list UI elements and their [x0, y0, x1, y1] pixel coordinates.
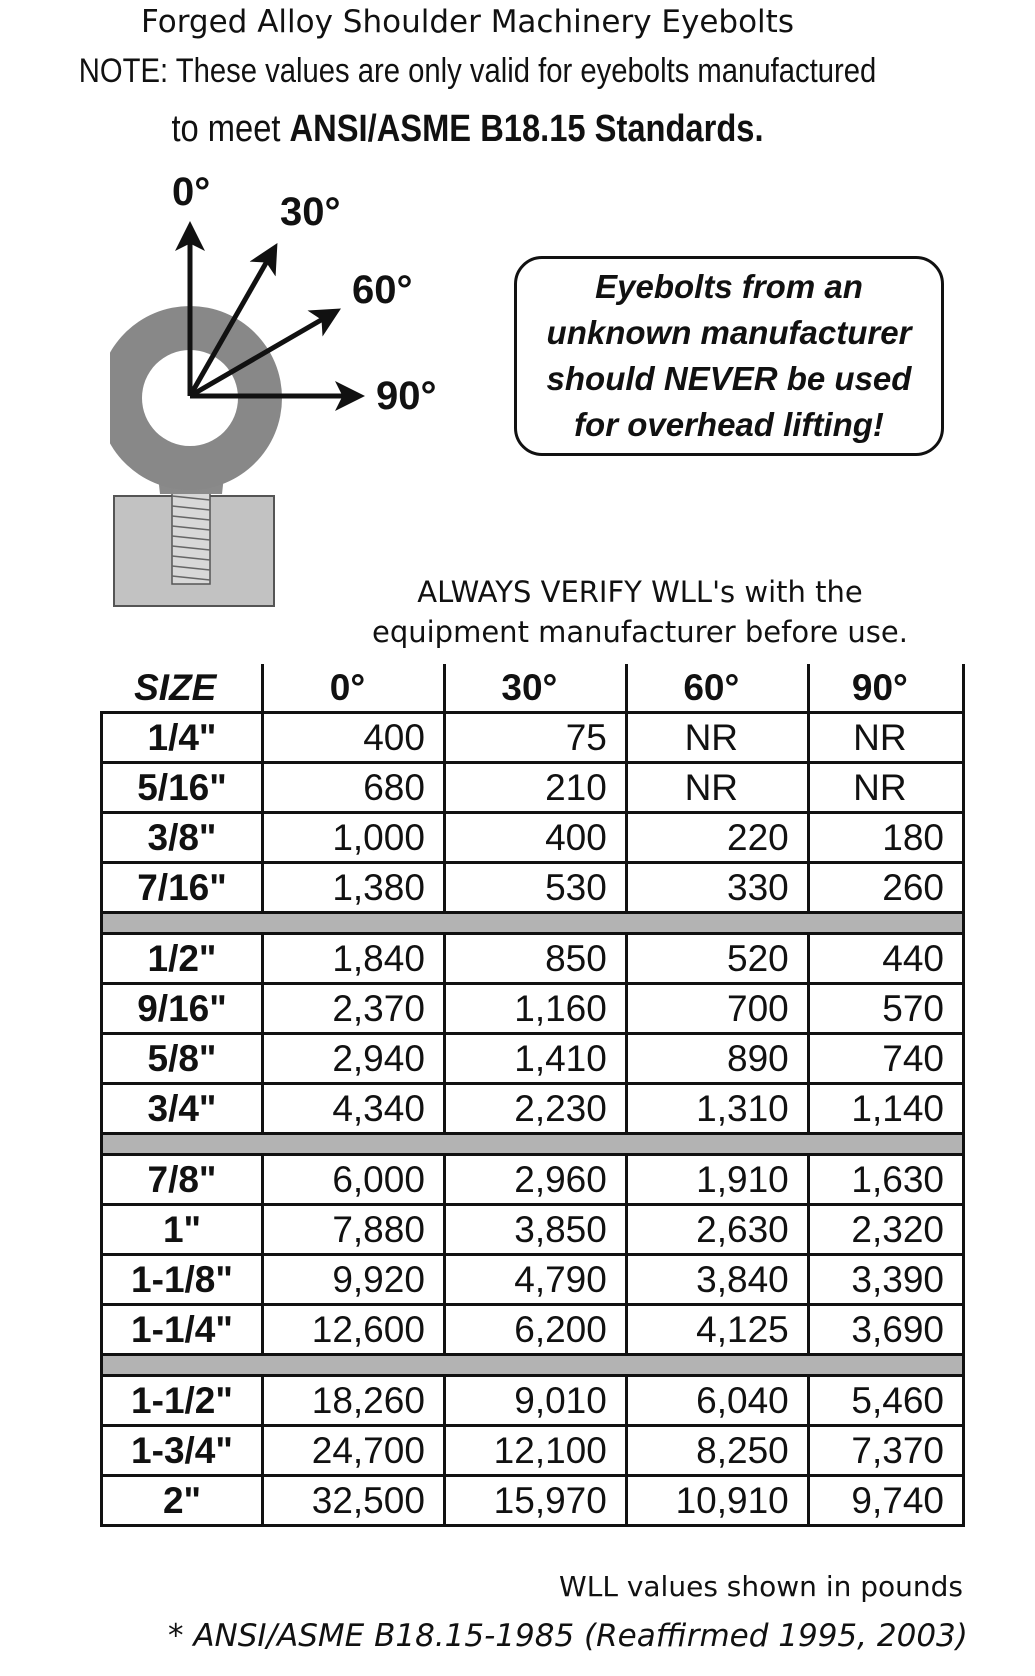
warning-text: Eyebolts from an unknown manufacturer should NEVER be used for overhead lifting!: [546, 268, 912, 443]
wll-cell: 520: [626, 934, 808, 984]
wll-cell: 400: [263, 713, 445, 763]
table-row: [102, 763, 964, 813]
table-row: [102, 1034, 964, 1084]
table-row: [102, 863, 964, 913]
wll-cell: 10,910: [626, 1476, 808, 1526]
wll-cell: 3,850: [444, 1205, 626, 1255]
wll-cell: 1,410: [444, 1034, 626, 1084]
wll-cell: 5,460: [808, 1376, 963, 1426]
angle-label-0: 0°: [172, 170, 211, 214]
wll-cell: 3,840: [626, 1255, 808, 1305]
page-title: Forged Alloy Shoulder Machinery Eyebolts: [141, 4, 794, 40]
wll-cell: 7,880: [263, 1205, 445, 1255]
wll-table: [100, 664, 965, 1527]
size-cell: 3/4": [102, 1084, 263, 1134]
wll-cell: 2,940: [263, 1034, 445, 1084]
wll-cell: 740: [808, 1034, 963, 1084]
size-cell: 9/16": [102, 984, 263, 1034]
size-cell: 1-1/4": [102, 1305, 263, 1355]
wll-cell: 180: [808, 813, 963, 863]
wll-cell: 12,600: [263, 1305, 445, 1355]
wll-cell: 18,260: [263, 1376, 445, 1426]
units-note: WLL values shown in pounds: [559, 1570, 963, 1603]
wll-cell: 1,160: [444, 984, 626, 1034]
wll-cell: 4,125: [626, 1305, 808, 1355]
note-line: NOTE: These values are only valid for eyebolts manufactured: [78, 52, 877, 90]
standard-name: ANSI/ASME B18.15 Standards.: [289, 108, 764, 150]
wll-cell: 12,100: [444, 1426, 626, 1476]
size-cell: 7/8": [102, 1155, 263, 1205]
wll-cell: 2,230: [444, 1084, 626, 1134]
wll-cell: 2,960: [444, 1155, 626, 1205]
wll-cell: 680: [263, 763, 445, 813]
angle-label-60: 60°: [352, 268, 413, 312]
wll-cell: 3,390: [808, 1255, 963, 1305]
table-body: [102, 713, 964, 1526]
size-cell: 1": [102, 1205, 263, 1255]
group-separator: [102, 1134, 964, 1155]
wll-cell: 8,250: [626, 1426, 808, 1476]
wll-cell: NR: [626, 763, 808, 813]
wll-cell: 6,040: [626, 1376, 808, 1426]
size-cell: 1-1/2": [102, 1376, 263, 1426]
wll-cell: NR: [808, 763, 963, 813]
wll-cell: 220: [626, 813, 808, 863]
wll-cell: 32,500: [263, 1476, 445, 1526]
wll-cell: 75: [444, 713, 626, 763]
wll-cell: NR: [626, 713, 808, 763]
table-header-row: [102, 664, 964, 713]
wll-cell: 9,920: [263, 1255, 445, 1305]
wll-cell: 850: [444, 934, 626, 984]
size-cell: 1-3/4": [102, 1426, 263, 1476]
wll-cell: 330: [626, 863, 808, 913]
wll-cell: 1,310: [626, 1084, 808, 1134]
size-cell: 3/8": [102, 813, 263, 863]
table-row: [102, 1205, 964, 1255]
standard-prefix: to meet: [171, 108, 290, 150]
wll-cell: 9,740: [808, 1476, 963, 1526]
footnote: * ANSI/ASME B18.15-1985 (Reaffirmed 1995, 2003): [168, 1618, 968, 1654]
wll-cell: 6,000: [263, 1155, 445, 1205]
wll-cell: 2,370: [263, 984, 445, 1034]
table-row: [102, 934, 964, 984]
wll-cell: 4,340: [263, 1084, 445, 1134]
wll-cell: 400: [444, 813, 626, 863]
wll-cell: 1,840: [263, 934, 445, 984]
size-cell: 7/16": [102, 863, 263, 913]
size-cell: 1/4": [102, 713, 263, 763]
wll-cell: 7,370: [808, 1426, 963, 1476]
angle-label-90: 90°: [376, 374, 437, 418]
header-30-deg: 30°: [444, 664, 626, 713]
wll-cell: 890: [626, 1034, 808, 1084]
header-90-deg: 90°: [808, 664, 963, 713]
angle-label-30: 30°: [280, 190, 341, 234]
table-row: [102, 1376, 964, 1426]
size-cell: 5/16": [102, 763, 263, 813]
table-row: [102, 1155, 964, 1205]
wll-cell: 2,630: [626, 1205, 808, 1255]
warning-box: [514, 256, 944, 456]
size-cell: 1-1/8": [102, 1255, 263, 1305]
wll-cell: 570: [808, 984, 963, 1034]
standard-line: [22, 108, 912, 151]
wll-cell: 530: [444, 863, 626, 913]
wll-cell: 9,010: [444, 1376, 626, 1426]
table-row: [102, 1255, 964, 1305]
wll-cell: 1,140: [808, 1084, 963, 1134]
wll-cell: NR: [808, 713, 963, 763]
group-separator: [102, 913, 964, 934]
verify-note: ALWAYS VERIFY WLL's with the equipment manufacturer before use.: [372, 575, 908, 649]
wll-cell: 1,630: [808, 1155, 963, 1205]
wll-cell: 260: [808, 863, 963, 913]
table-row: [102, 984, 964, 1034]
table-row: [102, 1084, 964, 1134]
table-row: [102, 1426, 964, 1476]
wll-cell: 3,690: [808, 1305, 963, 1355]
wll-cell: 1,910: [626, 1155, 808, 1205]
group-separator: [102, 1355, 964, 1376]
size-cell: 2": [102, 1476, 263, 1526]
size-cell: 1/2": [102, 934, 263, 984]
wll-cell: 700: [626, 984, 808, 1034]
table-row: [102, 1305, 964, 1355]
wll-cell: 440: [808, 934, 963, 984]
header-0-deg: 0°: [263, 664, 445, 713]
wll-cell: 1,380: [263, 863, 445, 913]
wll-cell: 15,970: [444, 1476, 626, 1526]
wll-cell: 210: [444, 763, 626, 813]
table-row: [102, 813, 964, 863]
wll-cell: 4,790: [444, 1255, 626, 1305]
header-size: SIZE: [102, 664, 263, 713]
header-60-deg: 60°: [626, 664, 808, 713]
size-cell: 5/8": [102, 1034, 263, 1084]
wll-cell: 1,000: [263, 813, 445, 863]
wll-cell: 6,200: [444, 1305, 626, 1355]
table-row: [102, 713, 964, 763]
table-row: [102, 1476, 964, 1526]
wll-cell: 24,700: [263, 1426, 445, 1476]
wll-cell: 2,320: [808, 1205, 963, 1255]
